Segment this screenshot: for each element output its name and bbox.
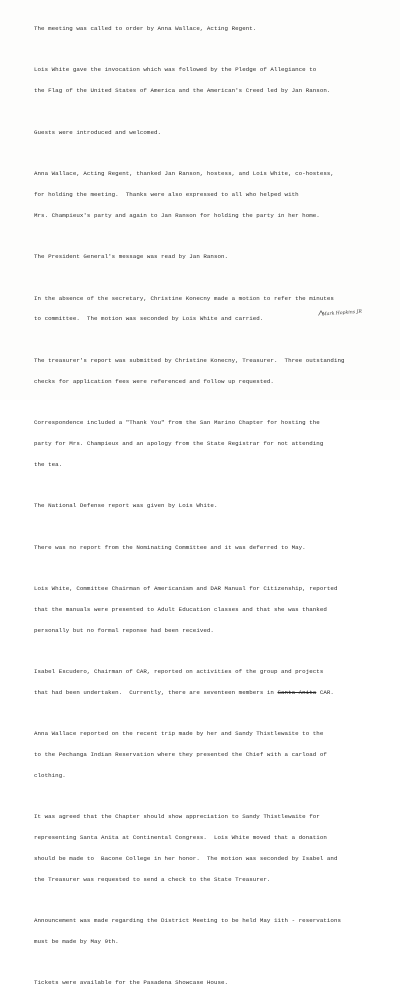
text-line: should be made to Bacone College in her honor. The motion was seconded by Isabel and: [34, 854, 338, 862]
text-line: clothing.: [34, 771, 66, 779]
text-line: to committee. The motion was seconded by Lois White and carried.: [34, 315, 264, 323]
paragraph-secretary: [34, 282, 386, 337]
paragraph-announcement: [34, 904, 386, 959]
text-line: Announcement was made regarding the District Meeting to be held May 11th - reservations: [34, 917, 341, 925]
text-line: for holding the meeting. Thanks were also expressed to all who helped with: [34, 190, 299, 198]
paragraph-appreciation: [34, 801, 386, 898]
text-line: Lois White gave the invocation which was followed by the Pledge of Allegiance to: [34, 66, 317, 74]
text-line: It was agreed that the Chapter should show appreciation to Sandy Thistlewaite for: [34, 813, 320, 821]
text-line: the Treasurer was requested to send a check to the State Treasurer.: [34, 875, 271, 883]
paragraph-guests: [34, 116, 386, 151]
paragraph-treasurer: [34, 344, 386, 399]
text-line: must be made by May 9th.: [34, 937, 119, 945]
text-line: In the absence of the secretary, Christine Konecny made a motion to refer the minutes: [34, 294, 334, 302]
paragraph-national-defense: [34, 489, 386, 524]
text-line: There was no report from the Nominating Committee and it was deferred to May.: [34, 543, 306, 551]
text-line: the Flag of the United States of America and the American's Creed led by Jan Ranson.: [34, 87, 331, 95]
paragraph-americanism: [34, 572, 386, 648]
paragraph-reservation-trip: [34, 718, 386, 794]
text-line: Guests were introduced and welcomed.: [34, 128, 162, 136]
text-line: Anna Wallace, Acting Regent, thanked Jan Ranson, hostess, and Lois White, co-hostess,: [34, 170, 334, 178]
paragraph-tickets: [34, 966, 386, 1001]
handwritten-annotation: Mark Hopkins JR: [321, 309, 363, 318]
text-line: party for Mrs. Champieux and an apology from the State Registrar for not attending: [34, 439, 324, 447]
paragraph-nominating: [34, 531, 386, 566]
text-line: The National Defense report was given by Lois White.: [34, 502, 218, 510]
text-segment: CAR.: [316, 688, 334, 696]
text-line: Anna Wallace reported on the recent trip made by her and Sandy Thistlewaite to the: [34, 730, 324, 738]
text-line: personally but no formal reponse had been received.: [34, 626, 214, 634]
text-line: Mrs. Champieux's party and again to Jan Ranson for holding the party in her home.: [34, 211, 320, 219]
text-line: Isabel Escudero, Chairman of CAR, reported on activities of the group and projects: [34, 668, 324, 676]
text-line: checks for application fees were referenced and follow up requested.: [34, 377, 274, 385]
paragraph-thanks: [34, 157, 386, 233]
struck-text: Santa Anita: [277, 688, 317, 696]
text-line: Lois White, Committee Chairman of Americanism and DAR Manual for Citizenship, reported: [34, 585, 338, 593]
text-line: to the Pechanga Indian Reservation where they presented the Chief with a carload of: [34, 751, 327, 759]
text-line: Correspondence included a "Thank You" from the San Marino Chapter for hosting the: [34, 419, 320, 427]
text-line: Tickets were available for the Pasadena Showcase House.: [34, 979, 229, 987]
text-line: representing Santa Anita at Continental Congress. Lois White moved that a donation: [34, 834, 327, 842]
text-segment: that had been undertaken. Currently, there are seventeen members in: [34, 688, 278, 696]
paragraph-president-general: [34, 240, 386, 275]
text-line: The treasurer's report was submitted by Christine Konecny, Treasurer. Three outstanding: [34, 356, 345, 364]
paragraph-call-to-order: [34, 12, 386, 47]
paragraph-correspondence: [34, 406, 386, 482]
text-line: [34, 690, 386, 697]
text-line: that the manuals were presented to Adult Education classes and that she was thanked: [34, 605, 327, 613]
text-line: The President General's message was read by Jan Ranson.: [34, 253, 229, 261]
paragraph-invocation: [34, 54, 386, 109]
paragraph-car-report: [34, 655, 386, 710]
text-line: The meeting was called to order by Anna Wallace, Acting Regent.: [34, 24, 257, 32]
meeting-minutes: [34, 12, 386, 1008]
text-line: the tea.: [34, 460, 63, 468]
